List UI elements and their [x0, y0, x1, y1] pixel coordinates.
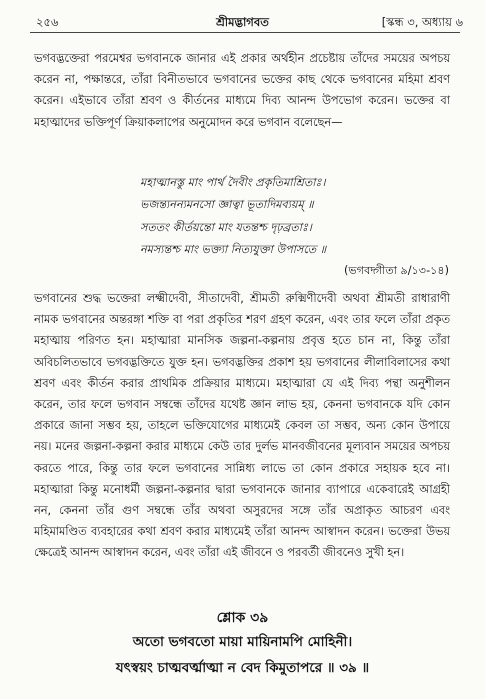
verse-line: সততং কীর্তয়ন্তো মাং যতন্তশ্চ দৃঢ়ব্রতাঃ। — [140, 220, 312, 234]
book-title: শ্রীমদ্ভাগবত — [216, 15, 269, 29]
page-header — [0, 12, 485, 32]
paragraph-2: ভগবানের শুদ্ধ ভক্তেরা লক্ষ্মীদেবী, সীতাদেবী, শ্রীমতী রুক্মিণীদেবী অথবা শ্রীমতী রাধারাণী নামক ভগবানের অন্তরঙ্গা শক্তি বা পরা প্রকৃতির শরণ গ্রহণ করেন, এবং তার ফলে তাঁরা প্রকৃত মহাত্মায় পরিণত হন। মহাত্মারা মানসিক জল্পনা-কল্পনায় প্রবৃত্ত হতে চান না, কিন্তু তাঁরা অবিচলিতভাবে ভগবদ্ভক্তিতে যুক্ত হন। ভগবদ্ভক্তির প্রকাশ হয় ভগবানের লীলাবিলাসের কথা শ্রবণ এবং কীর্তন করার প্রাথমিক প্রক্রিয়ার মাধ্যমে। মহাত্মারা যে এই দিব্য পন্থা অনুশীলন করেন, তার ফলে ভগবান সম্বন্ধে তাঁদের যথেষ্ট জ্ঞান লাভ হয়, কেননা ভগবানকে যদি কোন প্রকারে জানা সম্ভব হয়, তাহলে ভক্তিযোগের মাধ্যমেই কেবল তা সম্ভব, অন্য কোন উপায়ে নয়। মনের জল্পনা-কল্পনা করার মাধ্যমে কেউ তার দুর্লভ মানবজীবনের মূল্যবান সময়ের অপচয় করতে পারে, কিন্তু তার ফলে ভগবানের সান্নিধ্য লাভে তা কোন প্রকারে সহায়ক হবে না। মহাত্মারা কিন্তু মনোধর্মী জল্পনা-কল্পনার দ্বারা ভগবানকে জানার ব্যাপারে একেবারেই আগ্রহী নন, কেননা তাঁর গুণ সম্বন্ধে তাঁর অথবা অসুরদের সঙ্গে তাঁর অপ্রাকৃত আচরণ এবং মহিমামণ্ডিত ব্যবহারের কথা শ্রবণ করার মাধ্যমেই তাঁরা আনন্দ আস্বাদন করেন। ভক্তেরা উভয় ক্ষেত্রেই আনন্দ আস্বাদন করেন, এবং তাঁরা এই জীবনে ও পরবর্তী জীবনেও সুখী হন। — [34, 292, 450, 560]
verse-line: ভজন্ত্যনন্যমনসো জ্ঞাত্বা ভূতাদিমব্যয়ম্ ॥ — [140, 198, 314, 212]
chapter-reference: [স্কন্ধ ৩, অধ্যায় ৬ — [381, 15, 463, 29]
verse-line: মহাত্মানস্তু মাং পার্থ দৈবীং প্রকৃতিমাশ্রিতাঃ। — [140, 176, 326, 189]
verse-line: নমস্যন্তশ্চ মাং ভক্ত্যা নিত্যযুক্তা উপাসতে ॥ — [140, 242, 327, 256]
verse-reference: (ভগবদ্গীতা ৯/১৩-১৪) — [344, 264, 449, 277]
shloka-line-2: যৎস্বয়ং চাত্মবর্ত্মাত্মা ন বেদ কিমুতাপরে ॥ ৩৯ ॥ — [115, 660, 370, 676]
page-number: ২৫৬ — [36, 15, 59, 29]
paragraph-1: ভগবদ্ভক্তেরা পরমেশ্বর ভগবানকে জানার এই প্রকার অর্থহীন প্রচেষ্টায় তাঁদের সময়ের অপচয় করেন না, পক্ষান্তরে, তাঁরা বিনীতভাবে ভগবানের ভক্তের কাছ থেকে ভগবানের মহিমা শ্রবণ করেন। এইভাবে তাঁরা শ্রবণ ও কীর্তনের মাধ্যমে দিব্য আনন্দ উপভোগ করেন। ভক্তের বা মহাত্মাদের ভক্তিপূর্ণ ক্রিয়াকলাপের অনুমোদন করে ভগবান বলেছেন— — [34, 52, 450, 129]
shloka-label: শ্লোক ৩৯ — [216, 610, 269, 626]
shloka-line-1: অতো ভগবতো মায়া মায়িনামপি মোহিনী। — [132, 634, 353, 650]
header-divider — [30, 32, 460, 33]
gita-verse-block — [140, 172, 460, 261]
